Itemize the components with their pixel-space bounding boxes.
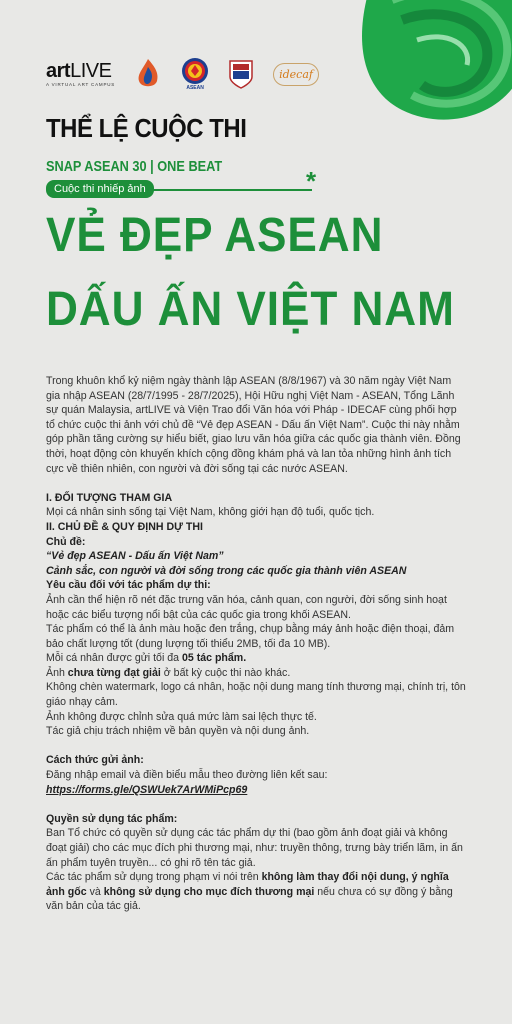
asean-emblem-icon (181, 57, 209, 85)
section1-text: Mọi cá nhân sinh sống tại Việt Nam, không giới hạn độ tuổi, quốc tịch. (46, 506, 375, 519)
requirement-1: Ảnh cần thể hiện rõ nét đặc trưng văn hóa, cảnh quan, con người, đời sống sinh hoạt hoặc các biểu tượng nổi bật của các quốc gia trong khối ASEAN. (46, 593, 447, 621)
section2-heading: II. CHỦ ĐỀ & QUY ĐỊNH DỰ THI (46, 520, 203, 533)
submit-label: Cách thức gửi ảnh: (46, 754, 144, 767)
artlive-logo (46, 61, 115, 88)
requirement-7: Tác giả chịu trách nhiệm về bản quyền và nội dung ảnh. (46, 725, 310, 738)
category-pill: Cuộc thi nhiếp ảnh (46, 180, 154, 198)
artlive-word-art: art (46, 59, 71, 82)
requirement-5: Không chèn watermark, logo cá nhân, hoặc nội dung mang tính thương mại, chính trị, tôn giáo nhạy cảm. (46, 681, 466, 709)
requirement-4: Ảnh chưa từng đạt giải ở bất kỳ cuộc thi nào khác. (46, 666, 291, 679)
partner-logos (46, 52, 452, 96)
idecaf-logo: idecaf (273, 63, 319, 86)
headline-line-2: DẤU ẤN VIỆT NAM (46, 283, 455, 336)
headline-line-1: VẺ ĐẸP ASEAN (46, 209, 384, 262)
intro-paragraph: Trong khuôn khổ kỷ niệm ngày thành lập ASEAN (8/8/1967) và 30 năm ngày Việt Nam gia nhập ASEAN (28/7/1995 - 28/7/2025), Hội Hữu nghị Việt Nam - ASEAN, Tổng Lãnh sự quán Malaysia, artLIVE và Viện Trao đổi Văn hóa với Pháp - IDECAF cùng phối hợp tổ chức cuộc thi ảnh với chủ đề “Vẻ đẹp ASEAN - Dấu ấn Việt Nam”. Cuộc thi này nhằm góp phần tăng cường sự hiểu biết, giao lưu văn hóa giữa các quốc gia thành viên. Đồng thời, hoạt động còn khuyến khích cộng đồng khám phá và lan tỏa những hình ảnh tích cực về thiên nhiên, con người và đời sống tại các nước ASEAN. (46, 375, 461, 475)
requirements-label: Yêu cầu đối với tác phẩm dự thi: (46, 579, 211, 592)
artlive-word-live: LIVE (70, 59, 112, 82)
submission-form-link[interactable]: https://forms.gle/QSWUek7ArWMiPcp69 (46, 783, 248, 796)
rules-title: THỂ LỆ CUỘC THI (46, 113, 247, 143)
requirement-3: Mỗi cá nhân được gửi tối đa 05 tác phẩm. (46, 652, 247, 665)
asean-label: ASEAN (186, 85, 204, 91)
submit-text: Đăng nhập email và điền biểu mẫu theo đường liên kết sau: (46, 769, 328, 782)
requirement-2: Tác phẩm có thể là ảnh màu hoặc đen trắng, chụp bằng máy ảnh hoặc điện thoại, đảm bảo chất lượng tốt (dung lượng tối thiểu 2MB, tối đa 10 MB). (46, 623, 455, 650)
requirement-6: Ảnh không được chỉnh sửa quá mức làm sai lệch thực tế. (46, 710, 317, 723)
accent-line (150, 189, 312, 191)
asterisk-icon: * (306, 166, 317, 196)
usage-text-1: Ban Tổ chức có quyền sử dụng các tác phẩm dự thi (bao gồm ảnh đoạt giải và không đoạt giải) cho các mục đích phi thương mại, như: truyền thông, trưng bày triển lãm, in ấn ấn phẩm tuyên truyền... có ghi rõ tên tác giả. (46, 827, 463, 869)
topic-label: Chủ đề: (46, 535, 86, 548)
usage-label: Quyền sử dụng tác phẩm: (46, 812, 178, 825)
topic-title: “Vẻ đẹp ASEAN - Dấu ấn Việt Nam” (46, 550, 224, 563)
topic-subtitle: Cảnh sắc, con người và đời sống trong các quốc gia thành viên ASEAN (46, 564, 407, 577)
campaign-name: SNAP ASEAN 30 | ONE BEAT (46, 158, 223, 175)
artlive-tagline: A VIRTUAL ART CAMPUS (46, 81, 116, 87)
rules-body (46, 374, 466, 914)
flame-logo-icon (133, 57, 163, 91)
usage-text-2: Các tác phẩm sử dụng trong phạm vi nói trên không làm thay đổi nội dung, ý nghĩa ảnh gốc và không sử dụng cho mục đích thương mại nếu chưa có sự đồng ý bằng văn bản của tác giả. (46, 871, 453, 913)
association-seal-icon (227, 59, 255, 89)
section1-heading: I. ĐỐI TƯỢNG THAM GIA (46, 491, 173, 504)
